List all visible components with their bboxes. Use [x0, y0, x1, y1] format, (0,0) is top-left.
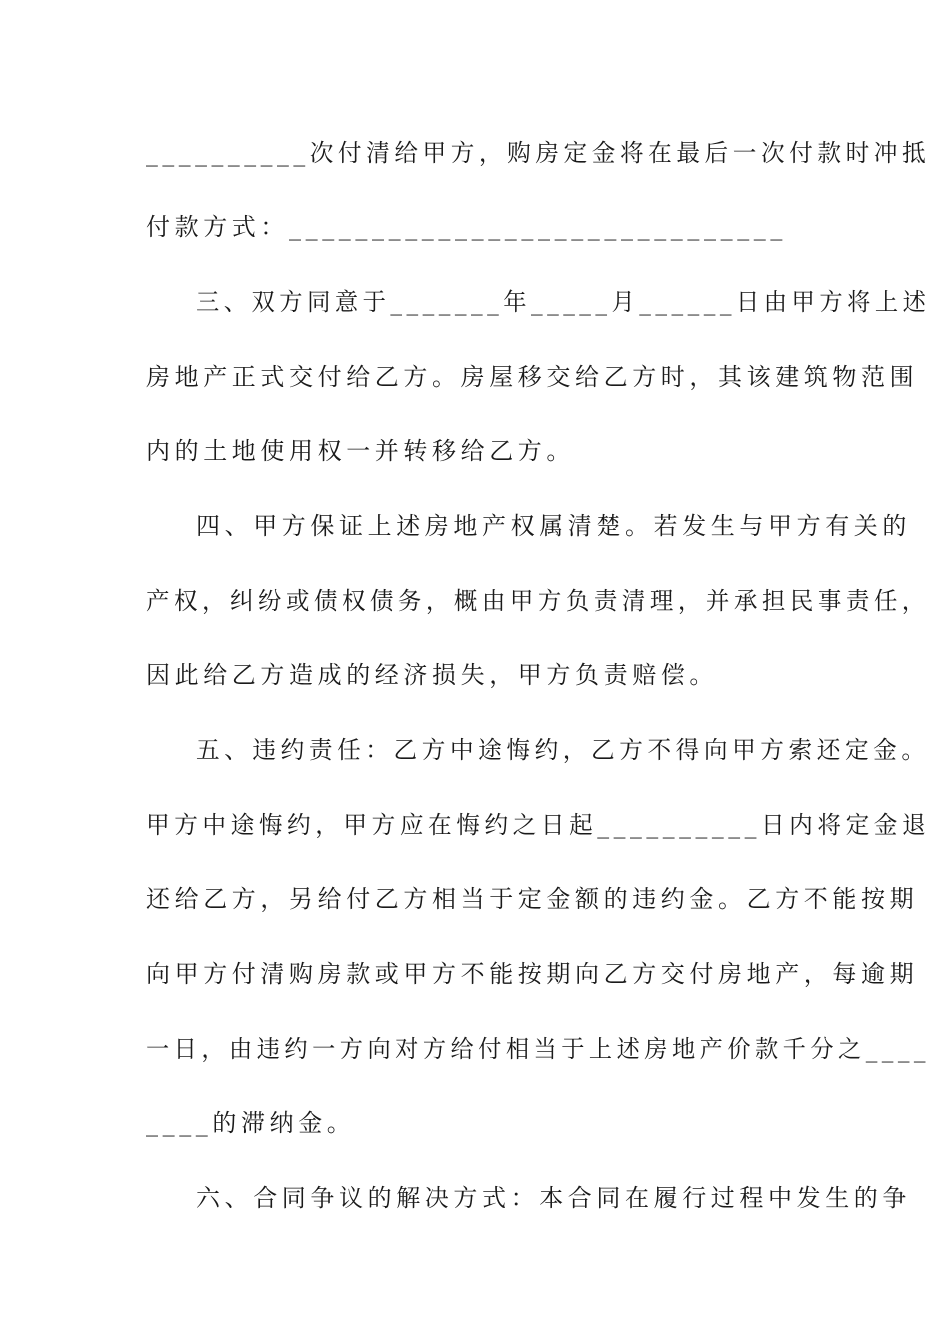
text-line-4: 房地产正式交付给乙方。房屋移交给乙方时，其该建筑物范围	[146, 363, 919, 391]
text-line-8: 因此给乙方造成的经济损失，甲方负责赔偿。	[146, 661, 718, 689]
text-line-7: 产权，纠纷或债权债务，概由甲方负责清理，并承担民事责任，	[146, 587, 930, 615]
text-line-11: 还给乙方，另给付乙方相当于定金额的违约金。乙方不能按期	[146, 885, 919, 913]
clause-4-heading-line: 四、甲方保证上述房地产权属清楚。若发生与甲方有关的	[196, 512, 911, 540]
clause-6-heading-line: 六、合同争议的解决方式：本合同在履行过程中发生的争	[196, 1184, 911, 1212]
text-line-2: 付款方式：______________________________	[146, 213, 787, 241]
text-line-10: 甲方中途悔约，甲方应在悔约之日起__________日内将定金退	[146, 811, 931, 839]
text-line-1: __________次付清给甲方，购房定金将在最后一次付款时冲抵	[146, 139, 931, 167]
clause-5-heading-line: 五、违约责任：乙方中途悔约，乙方不得向甲方索还定金。	[196, 736, 930, 764]
text-line-13: 一日，由违约一方向对方给付相当于上述房地产价款千分之____	[146, 1035, 930, 1063]
text-line-14: ____的滞纳金。	[146, 1109, 356, 1137]
text-line-5: 内的土地使用权一并转移给乙方。	[146, 437, 575, 465]
clause-3-heading-line: 三、双方同意于_______年_____月______日由甲方将上述	[196, 288, 931, 316]
text-line-12: 向甲方付清购房款或甲方不能按期向乙方交付房地产，每逾期	[146, 960, 919, 988]
